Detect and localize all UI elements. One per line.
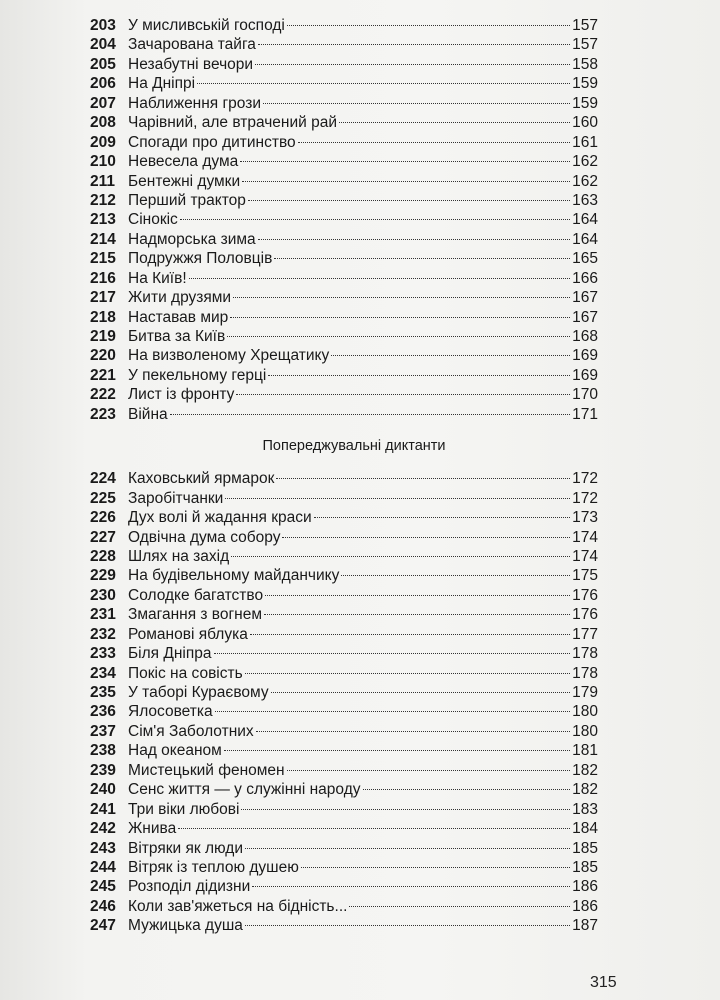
toc-entry [90, 366, 598, 385]
toc-entry [90, 230, 598, 249]
entry-title: Чарівний, але втрачений рай [128, 114, 338, 132]
dot-leader [241, 809, 570, 810]
dot-leader [197, 83, 570, 84]
toc-entry [90, 16, 598, 35]
entry-number: 229 [90, 567, 116, 585]
dot-leader [268, 375, 570, 376]
toc-entry [90, 152, 598, 171]
entry-page: 159 [572, 94, 598, 112]
entry-title: Шлях на захід [128, 547, 230, 565]
entry-title: Надморська зима [128, 230, 256, 248]
toc-entry [90, 547, 598, 566]
dot-leader [258, 44, 570, 45]
entry-page: 185 [572, 858, 598, 876]
dot-leader [256, 731, 570, 732]
entry-page: 161 [572, 133, 598, 151]
dot-leader [265, 595, 570, 596]
entry-number: 214 [90, 230, 116, 248]
dot-leader [231, 556, 570, 557]
entry-page: 169 [572, 366, 598, 384]
entry-title: Перший трактор [128, 191, 246, 209]
entry-title: Наближення грози [128, 94, 261, 112]
entry-number: 219 [90, 328, 116, 345]
entry-page: 157 [572, 36, 598, 54]
toc-entry [90, 566, 598, 585]
entry-page: 186 [572, 878, 598, 896]
toc-entry [90, 702, 598, 721]
entry-page: 180 [572, 703, 598, 721]
entry-page: 175 [572, 567, 598, 585]
dot-leader [341, 575, 570, 576]
toc-entry [90, 644, 598, 663]
entry-page: 186 [572, 897, 598, 915]
toc-entry [90, 249, 598, 268]
toc-entry [90, 683, 598, 702]
toc-entry [90, 269, 598, 288]
entry-number: 227 [90, 528, 116, 546]
entry-title: Мистецький феномен [128, 761, 285, 779]
entry-number: 225 [90, 489, 116, 507]
dot-leader [227, 336, 570, 337]
toc-entry [90, 605, 598, 624]
entry-title: Жнива [128, 820, 177, 838]
entry-title: Невесела дума [128, 153, 239, 171]
entry-page: 168 [572, 328, 598, 345]
entry-title: На будівельному майданчику [128, 567, 340, 585]
toc-entry [90, 528, 598, 547]
entry-title: Дух волі й жадання краси [128, 509, 312, 527]
entry-number: 210 [90, 153, 116, 171]
toc-entry [90, 897, 598, 916]
entry-number: 217 [90, 289, 116, 307]
toc-entry [90, 74, 598, 93]
toc-entry [90, 761, 598, 780]
toc-entry [90, 489, 598, 508]
entry-title: Ялосоветка [128, 703, 213, 721]
entry-page: 185 [572, 839, 598, 857]
dot-leader [242, 181, 570, 182]
dot-leader [180, 219, 570, 220]
entry-title: Наставав мир [128, 308, 229, 326]
entry-page: 178 [572, 645, 598, 663]
toc-entry [90, 858, 598, 877]
entry-title: Розподіл дідизни [128, 878, 251, 896]
entry-number: 237 [90, 722, 116, 740]
entry-title: Романові яблука [128, 625, 248, 643]
entry-number: 246 [90, 897, 116, 915]
entry-title: Вітряк із теплою душею [128, 858, 299, 876]
entry-page: 164 [572, 230, 598, 248]
dot-leader [236, 394, 570, 395]
dot-leader [248, 200, 570, 201]
entry-title: Змагання з вогнем [128, 606, 262, 624]
dot-leader [301, 867, 570, 868]
dot-leader [189, 278, 570, 279]
entry-title: Вітряки як люди [128, 839, 243, 857]
dot-leader [263, 103, 570, 104]
dot-leader [252, 886, 570, 887]
toc-entry [90, 877, 598, 896]
entry-title: Лист із фронту [128, 386, 235, 404]
dot-leader [258, 239, 570, 240]
dot-leader [276, 478, 570, 479]
entry-page: 179 [572, 684, 598, 701]
toc-entry [90, 94, 598, 113]
entry-title: Сенс життя — у служінні народу [128, 781, 361, 799]
entry-number: 218 [90, 308, 116, 326]
entry-number: 245 [90, 878, 116, 896]
dot-leader [264, 614, 570, 615]
entry-page: 159 [572, 75, 598, 93]
dot-leader [214, 653, 571, 654]
entry-page: 162 [572, 153, 598, 171]
entry-title: Битва за Київ [128, 328, 226, 345]
entry-number: 241 [90, 800, 116, 818]
entry-page: 165 [572, 250, 598, 268]
entry-number: 240 [90, 781, 116, 799]
toc-entry [90, 722, 598, 741]
toc-entry [90, 385, 598, 404]
entry-number: 243 [90, 839, 116, 857]
entry-page: 182 [572, 761, 598, 779]
toc-entry [90, 35, 598, 54]
toc-entry [90, 508, 598, 527]
entry-page: 167 [572, 308, 598, 326]
entry-title: У таборі Кураєвому [128, 684, 269, 701]
toc-entry [90, 664, 598, 683]
entry-page: 169 [572, 347, 598, 365]
entry-title: Мужицька душа [128, 917, 243, 935]
toc-entry [90, 916, 598, 935]
entry-title: Солодке багатство [128, 586, 264, 604]
dot-leader [240, 161, 570, 162]
entry-page: 171 [572, 405, 598, 423]
toc-entry [90, 327, 598, 346]
entry-number: 244 [90, 858, 116, 876]
entry-number: 234 [90, 664, 116, 682]
entry-title: Каховський ярмарок [128, 470, 275, 488]
page-number: 315 [590, 974, 617, 991]
entry-number: 231 [90, 606, 116, 624]
entry-page: 174 [572, 528, 598, 546]
entry-number: 221 [90, 366, 116, 384]
dot-leader [282, 537, 570, 538]
dot-leader [178, 828, 570, 829]
entry-number: 233 [90, 645, 116, 663]
entry-number: 216 [90, 269, 116, 287]
entry-title: На Дніпрі [128, 75, 196, 93]
entry-number: 215 [90, 250, 116, 268]
dot-leader [233, 297, 570, 298]
dot-leader [314, 517, 570, 518]
entry-page: 181 [572, 742, 598, 760]
entry-title: Біля Дніпра [128, 645, 212, 663]
table-of-contents [90, 16, 598, 936]
toc-entry [90, 55, 598, 74]
entry-page: 170 [572, 386, 598, 404]
dot-leader [349, 906, 570, 907]
dot-leader [245, 925, 570, 926]
dot-leader [245, 673, 570, 674]
toc-entry [90, 191, 598, 210]
entry-title: Одвічна дума собору [128, 528, 281, 546]
toc-entry [90, 113, 598, 132]
entry-number: 209 [90, 133, 116, 151]
dot-leader [331, 355, 570, 356]
entry-number: 222 [90, 386, 116, 404]
entry-page: 162 [572, 172, 598, 190]
entry-title: Коли зав'яжеться на бідність... [128, 897, 348, 915]
dot-leader [339, 122, 570, 123]
dot-leader [271, 692, 571, 693]
entry-page: 178 [572, 664, 598, 682]
dot-leader [170, 414, 571, 415]
entry-title: Незабутні вечори [128, 55, 254, 73]
entry-title: Сінокіс [128, 211, 178, 229]
entry-number: 212 [90, 191, 116, 209]
entry-number: 235 [90, 684, 116, 701]
entry-title: Покіс на совість [128, 664, 243, 682]
entry-number: 242 [90, 820, 116, 838]
entry-page: 172 [572, 489, 598, 507]
toc-entry [90, 819, 598, 838]
toc-entry [90, 172, 598, 191]
dot-leader [363, 789, 571, 790]
entry-number: 205 [90, 55, 116, 73]
entry-page: 163 [572, 191, 598, 209]
entry-number: 220 [90, 347, 116, 365]
toc-entry [90, 469, 598, 488]
entry-number: 226 [90, 509, 116, 527]
dot-leader [274, 258, 570, 259]
entry-page: 157 [572, 17, 598, 34]
toc-entry [90, 346, 598, 365]
entry-page: 158 [572, 55, 598, 73]
toc-entry [90, 741, 598, 760]
entry-page: 174 [572, 547, 598, 565]
dot-leader [255, 64, 570, 65]
entry-title: У мисливській господі [128, 17, 285, 34]
toc-entry [90, 800, 598, 819]
toc-entry [90, 625, 598, 644]
dot-leader [230, 317, 570, 318]
entry-title: Три віки любові [128, 800, 240, 818]
entry-title: Над океаном [128, 742, 222, 760]
dot-leader [225, 498, 570, 499]
entry-page: 177 [572, 625, 598, 643]
entry-title: Зачарована тайга [128, 36, 256, 54]
entry-page: 164 [572, 211, 598, 229]
toc-entry [90, 586, 598, 605]
entry-title: Бентежні думки [128, 172, 241, 190]
entry-number: 232 [90, 625, 116, 643]
entry-page: 183 [572, 800, 598, 818]
entry-title: На Київ! [128, 269, 187, 287]
entry-number: 208 [90, 114, 116, 132]
toc-entry [90, 405, 598, 424]
entry-number: 223 [90, 405, 116, 423]
entry-title: На визволеному Хрещатику [128, 347, 330, 365]
dot-leader [250, 634, 570, 635]
entry-title: У пекельному герці [128, 366, 267, 384]
entry-page: 166 [572, 269, 598, 287]
entry-page: 176 [572, 606, 598, 624]
toc-entry [90, 780, 598, 799]
dot-leader [215, 711, 571, 712]
entry-page: 180 [572, 722, 598, 740]
entry-page: 160 [572, 114, 598, 132]
entry-number: 206 [90, 75, 116, 93]
toc-entry [90, 308, 598, 327]
section-heading: Попереджувальні диктанти [262, 438, 446, 455]
entry-page: 167 [572, 289, 598, 307]
toc-entry [90, 288, 598, 307]
entry-number: 204 [90, 36, 116, 54]
entry-page: 182 [572, 781, 598, 799]
entry-number: 213 [90, 211, 116, 229]
dot-leader [298, 142, 570, 143]
dot-leader [287, 770, 571, 771]
entry-number: 247 [90, 917, 116, 935]
entry-number: 239 [90, 761, 116, 779]
toc-entry [90, 839, 598, 858]
entry-page: 187 [572, 917, 598, 935]
entry-page: 173 [572, 509, 598, 527]
entry-page: 176 [572, 586, 598, 604]
dot-leader [224, 750, 570, 751]
entry-title: Жити друзями [128, 289, 232, 307]
entry-title: Заробітчанки [128, 489, 224, 507]
entry-number: 207 [90, 94, 116, 112]
entry-page: 184 [572, 820, 598, 838]
entry-number: 230 [90, 586, 116, 604]
entry-number: 236 [90, 703, 116, 721]
entry-title: Подружжя Половців [128, 250, 273, 268]
entry-number: 211 [90, 172, 116, 190]
toc-entry [90, 210, 598, 229]
entry-title: Війна [128, 405, 168, 423]
entry-title: Спогади про дитинство [128, 133, 296, 151]
entry-number: 228 [90, 547, 116, 565]
dot-leader [287, 25, 570, 26]
dot-leader [245, 848, 570, 849]
toc-entry [90, 133, 598, 152]
entry-number: 203 [90, 17, 116, 34]
entry-title: Сім'я Заболотних [128, 722, 254, 740]
entry-page: 172 [572, 470, 598, 488]
entry-number: 238 [90, 742, 116, 760]
entry-number: 224 [90, 470, 116, 488]
